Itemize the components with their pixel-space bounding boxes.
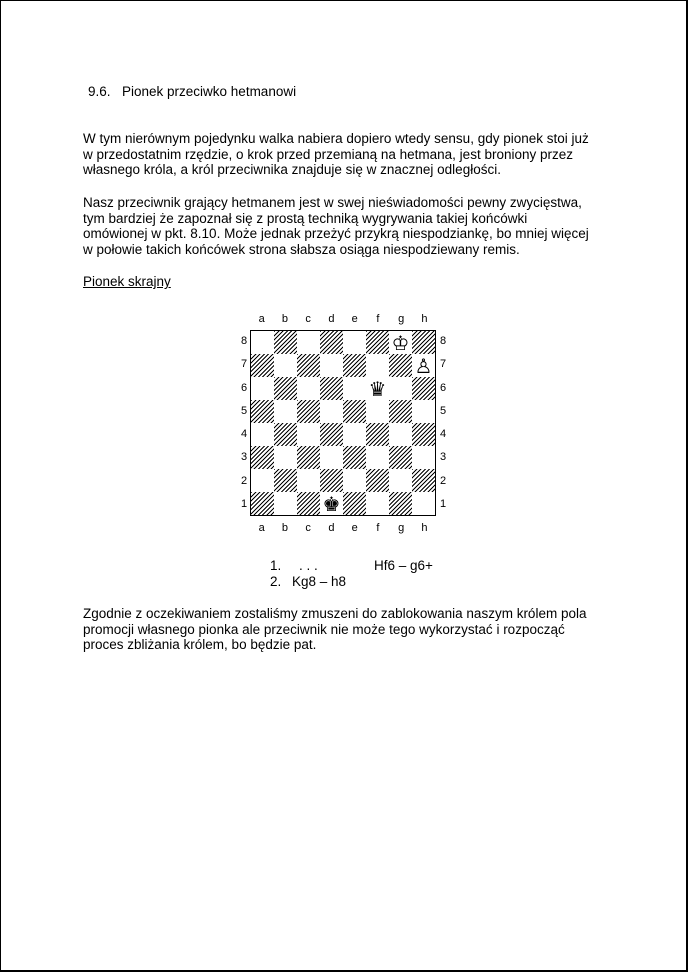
file-label: e [351, 522, 358, 534]
file-label: d [328, 313, 335, 325]
square-f1 [366, 492, 389, 515]
paragraph-line: promocji własnego pionka ale przeciwnik nie może tego wykorzystać i rozpocząć [83, 621, 565, 637]
square-b6 [274, 377, 297, 400]
rank-label: 8 [240, 335, 248, 347]
paragraph-line: własnego króla, a król przeciwnika znajduje się w znacznej odległości. [83, 162, 501, 177]
square-c5 [297, 400, 320, 423]
square-e7 [343, 354, 366, 377]
square-d2 [320, 469, 343, 492]
square-g6 [389, 377, 412, 400]
square-e3 [343, 446, 366, 469]
square-h4 [412, 423, 435, 446]
square-e6 [343, 377, 366, 400]
paragraph-line: tym bardziej że zapoznał się z prostą techniką wygrywania takiej końcówki [83, 210, 528, 226]
file-label: b [281, 313, 288, 325]
square-c6 [297, 377, 320, 400]
file-label: g [398, 522, 405, 534]
square-g8 [389, 331, 412, 354]
square-c8 [297, 331, 320, 354]
rank-label: 1 [439, 497, 447, 510]
paragraph-line: W tym nierównym pojedynku walka nabiera dopiero wtedy sensu, gdy pionek stoi już [83, 131, 589, 146]
file-label: h [421, 313, 428, 325]
rank-label: 3 [240, 451, 248, 464]
square-f4 [366, 423, 389, 446]
square-g4 [389, 423, 412, 446]
move-white: . . . [299, 558, 318, 573]
square-f5 [366, 400, 389, 423]
square-e8 [343, 331, 366, 354]
square-b5 [274, 400, 297, 423]
square-b8 [274, 331, 297, 354]
square-a7 [251, 354, 274, 377]
file-labels-bottom [250, 521, 436, 535]
square-a6 [251, 377, 274, 400]
file-label: f [376, 522, 380, 534]
square-h2 [412, 469, 435, 492]
rank-label: 1 [240, 497, 248, 510]
square-d8 [320, 331, 343, 354]
rank-label: 8 [439, 335, 447, 347]
rank-label: 7 [240, 358, 248, 371]
move-white: Kg8 – h8 [292, 573, 347, 589]
square-h1 [412, 492, 435, 515]
square-g3 [389, 446, 412, 469]
square-a5 [251, 400, 274, 423]
subheading: Pionek skrajny [83, 274, 171, 289]
square-f6 [366, 377, 389, 400]
file-label: c [305, 313, 311, 325]
rank-label: 3 [439, 451, 447, 464]
square-b4 [274, 423, 297, 446]
move-black: Hf6 – g6+ [374, 558, 433, 573]
rank-labels-right [437, 330, 449, 516]
square-d6 [320, 377, 343, 400]
square-a1 [251, 492, 274, 515]
rank-label: 6 [240, 381, 248, 394]
rank-label: 4 [240, 428, 248, 440]
square-b1 [274, 492, 297, 515]
file-label: c [305, 522, 311, 534]
move-number: 1. [270, 558, 282, 573]
paragraph-line: w połowie takich końcówek strona słabsza osiąga niespodziewany remis. [83, 241, 520, 257]
rank-label: 6 [439, 381, 447, 394]
square-e2 [343, 469, 366, 492]
square-h3 [412, 446, 435, 469]
square-g2 [389, 469, 412, 492]
chess-board [250, 330, 436, 516]
file-label: a [258, 313, 265, 325]
square-e4 [343, 423, 366, 446]
square-h5 [412, 400, 435, 423]
square-d3 [320, 446, 343, 469]
square-c4 [297, 423, 320, 446]
rank-label: 2 [439, 474, 447, 487]
file-label: d [328, 522, 335, 534]
square-f2 [366, 469, 389, 492]
file-label: g [398, 313, 405, 325]
section-title: Pionek przeciwko hetmanowi [122, 84, 297, 99]
chess-diagram [240, 310, 450, 540]
black-queen-icon: ♛ [366, 377, 389, 400]
square-b2 [274, 469, 297, 492]
paragraph-line: proces zbliżania królem, bo będzie pat. [83, 637, 317, 652]
square-f3 [366, 446, 389, 469]
square-f7 [366, 354, 389, 377]
file-labels-top [250, 312, 436, 326]
file-label: b [281, 522, 288, 534]
square-c3 [297, 446, 320, 469]
paragraph-conclusion [83, 606, 643, 653]
square-a2 [251, 469, 274, 492]
square-b3 [274, 446, 297, 469]
square-h8 [412, 331, 435, 354]
square-d5 [320, 400, 343, 423]
square-d4 [320, 423, 343, 446]
square-g7 [389, 354, 412, 377]
square-g1 [389, 492, 412, 515]
file-label: a [258, 522, 265, 534]
rank-label: 4 [439, 428, 447, 440]
file-label: e [351, 313, 358, 325]
rank-label: 7 [439, 358, 447, 371]
white-pawn-icon: ♙ [412, 354, 435, 377]
move-number: 2. [270, 573, 282, 589]
rank-label: 5 [439, 404, 447, 417]
rank-labels-left [238, 330, 250, 516]
square-a4 [251, 423, 274, 446]
square-c2 [297, 469, 320, 492]
square-d7 [320, 354, 343, 377]
square-h7 [412, 354, 435, 377]
file-label: f [376, 313, 380, 325]
black-king-icon: ♚ [320, 492, 343, 515]
square-f8 [366, 331, 389, 354]
square-a3 [251, 446, 274, 469]
section-heading [88, 84, 296, 100]
paragraph-intro [83, 131, 623, 178]
square-d1 [320, 492, 343, 515]
white-king-icon: ♔ [389, 331, 412, 354]
paragraph-line: Nasz przeciwnik grający hetmanem jest w swej nieświadomości pewny zwycięstwa, [83, 195, 582, 210]
square-e5 [343, 400, 366, 423]
paragraph-opponent [83, 195, 623, 257]
square-h6 [412, 377, 435, 400]
square-a8 [251, 331, 274, 354]
section-number: 9.6. [88, 84, 111, 99]
rank-label: 2 [240, 474, 248, 487]
square-c1 [297, 492, 320, 515]
paragraph-line: w przedostatnim rzędzie, o krok przed przemianą na hetmana, jest broniony przez [83, 146, 573, 162]
square-c7 [297, 354, 320, 377]
square-e1 [343, 492, 366, 515]
rank-label: 5 [240, 404, 248, 417]
paragraph-line: Zgodnie z oczekiwaniem zostaliśmy zmuszeni do zablokowania naszym królem pola [83, 606, 587, 621]
square-g5 [389, 400, 412, 423]
file-label: h [421, 522, 428, 534]
square-b7 [274, 354, 297, 377]
paragraph-line: omówionej w pkt. 8.10. Może jednak przeżyć przykrą niespodziankę, bo mniej więcej [83, 226, 589, 241]
